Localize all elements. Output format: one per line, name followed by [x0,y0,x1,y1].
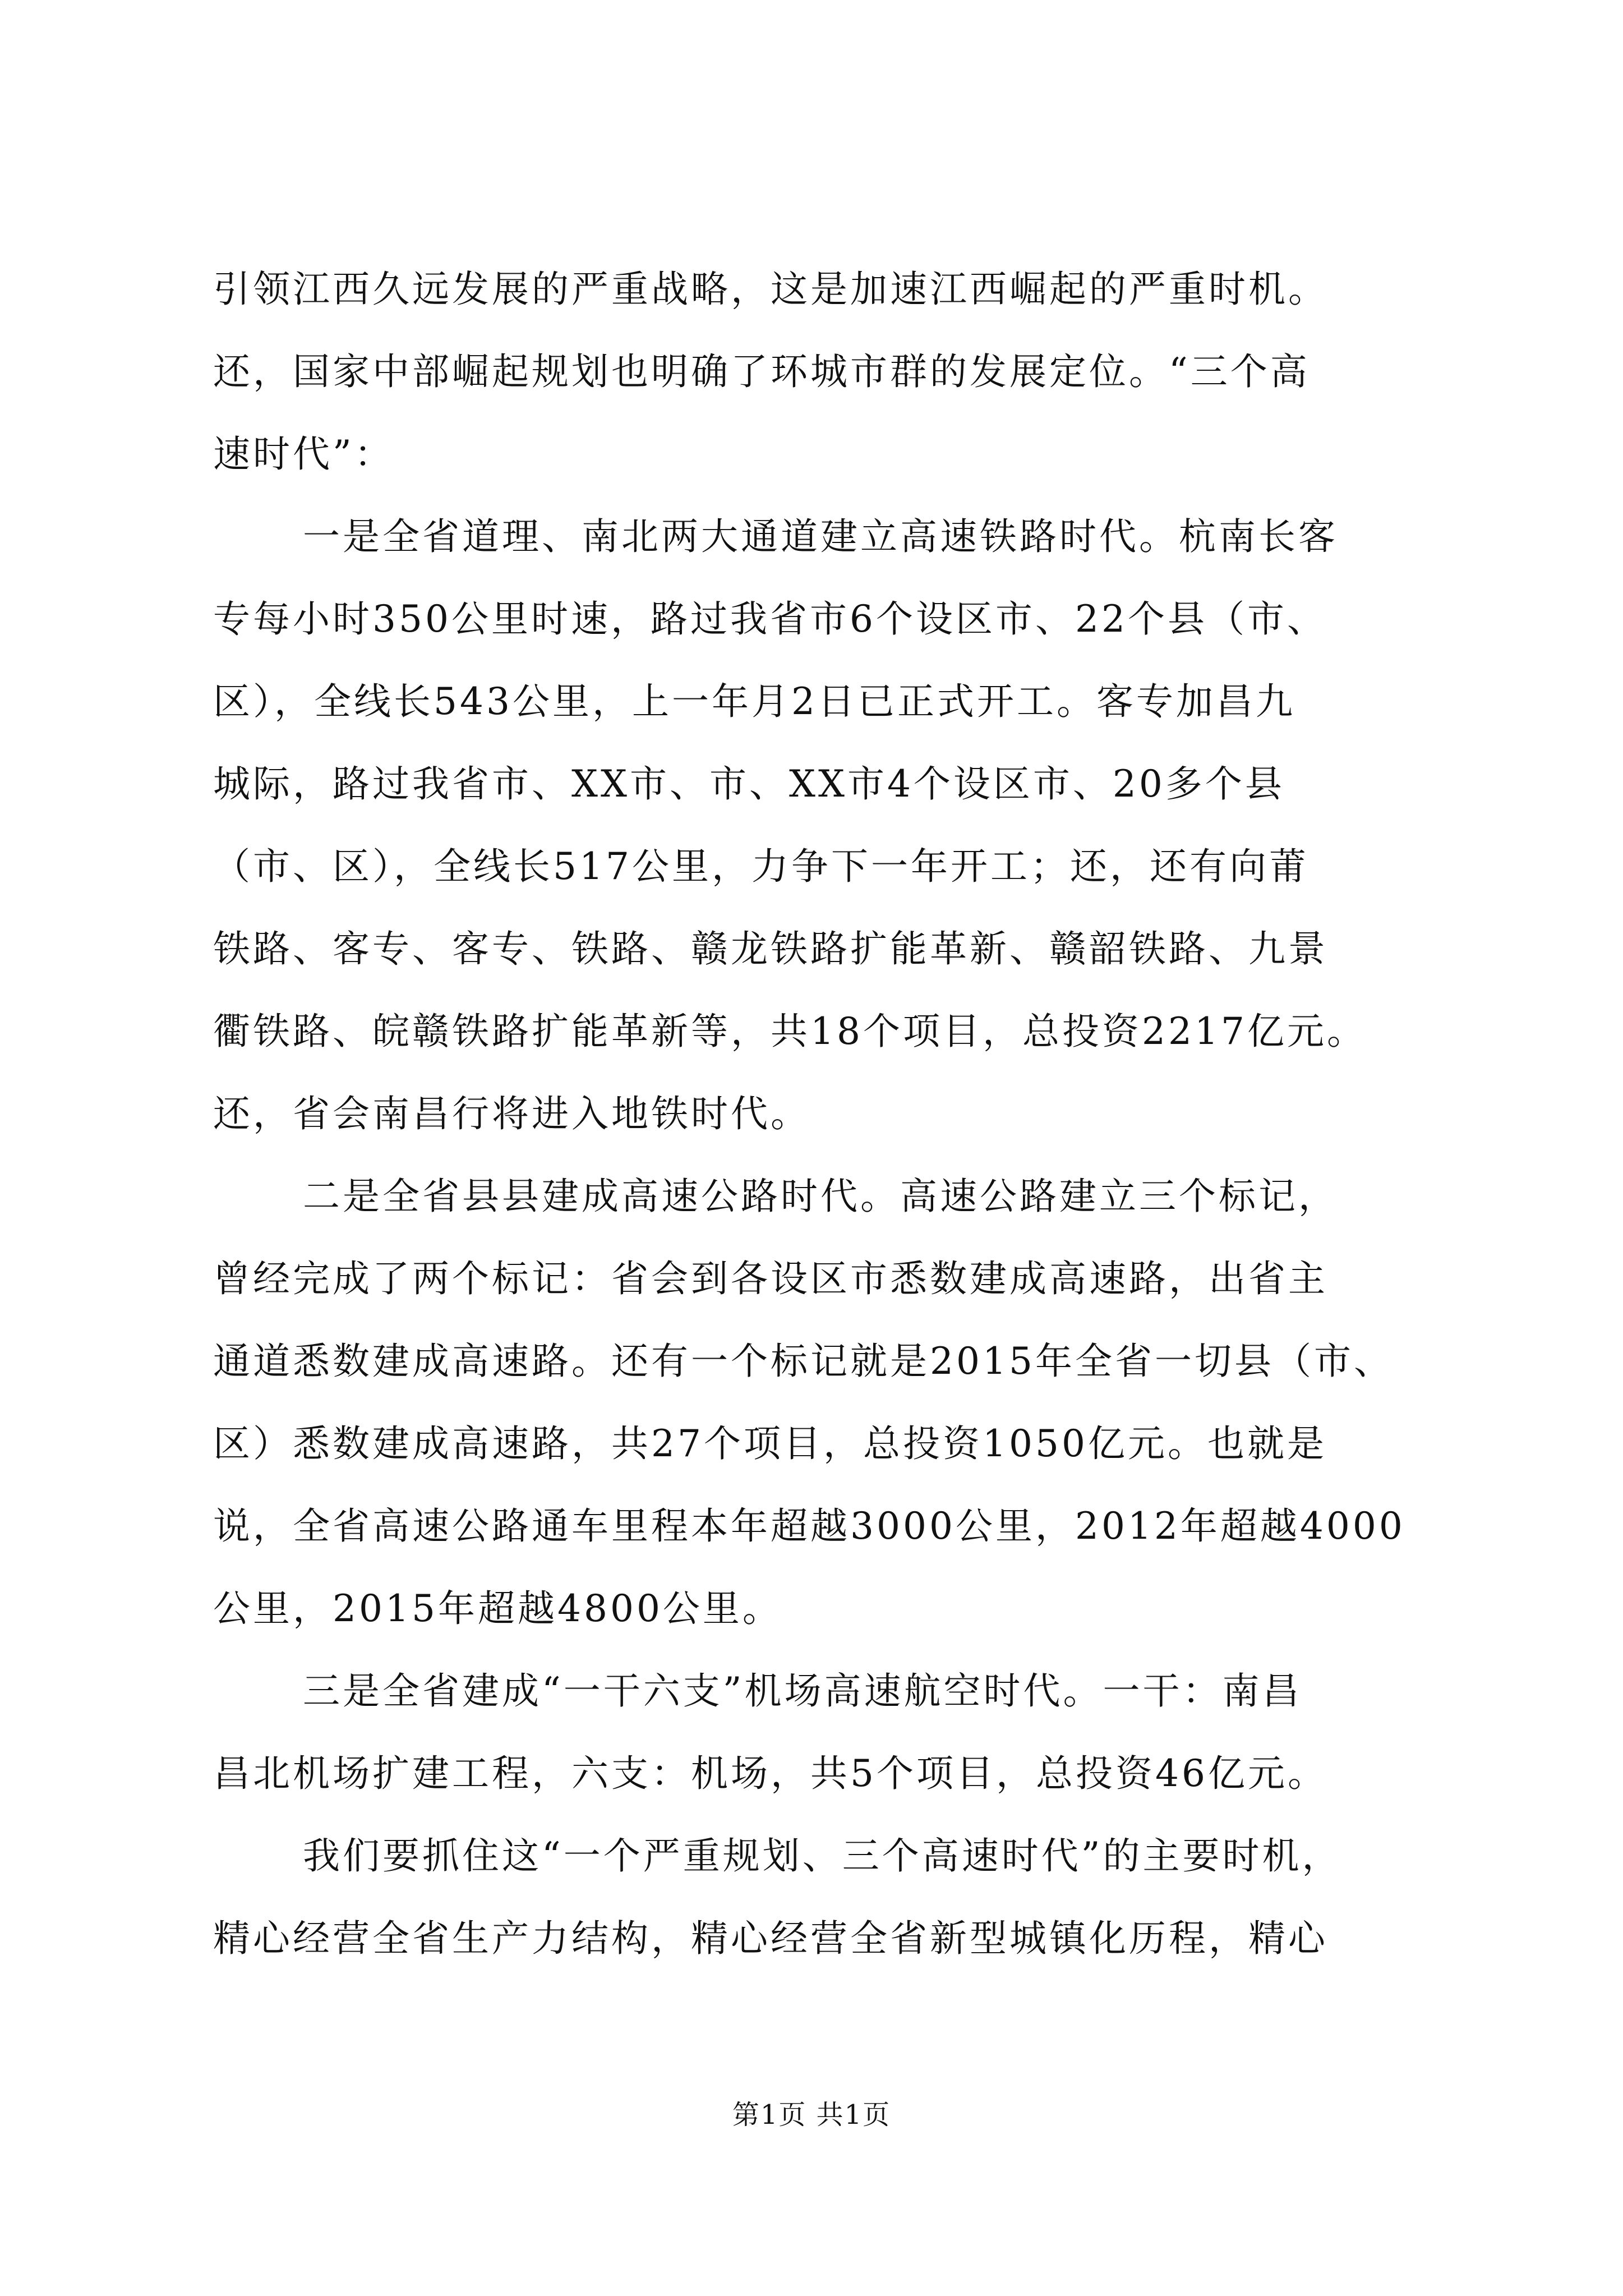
paragraph-first-line: 我们要抓住这“一个严重规划、三个高速时代”的主要时机， [303,1834,1342,1878]
paragraph-first-line: 二是全省县县建成高速公路时代。高速公路建立三个标记， [303,1175,1338,1218]
text-line: 城际，路过我省市、XX市、市、XX市4个设区市、20多个县 [213,762,1285,806]
text-line: （市、区），全线长517公里，力争下一年开工；还，还有向莆 [213,845,1309,888]
body-text [213,248,1419,1980]
text-line: 区），全线长543公里，上一年月2日已正式开工。客专加昌九 [213,680,1295,723]
text-line: 引领江西久远发展的严重战略，这是加速江西崛起的严重时机。 [213,268,1328,311]
text-line: 铁路、客专、客专、铁路、赣龙铁路扩能革新、赣韶铁路、九景 [213,927,1328,970]
text-line: 公里，2015年超越4800公里。 [213,1587,782,1630]
text-line: 专每小时350公里时速，路过我省市6个设区市、22个县（市、 [213,597,1327,641]
text-line: 还，国家中部崛起规划也明确了环城市群的发展定位。“三个高 [213,350,1310,393]
text-line: 还，省会南昌行将进入地铁时代。 [213,1092,810,1135]
text-line: 区）悉数建成高速路，共27个项目，总投资1050亿元。也就是 [213,1422,1327,1465]
paragraph-first-line: 一是全省道理、南北两大通道建立高速铁路时代。杭南长客 [303,515,1338,558]
text-line: 通道悉数建成高速路。还有一个标记就是2015年全省一切县（市、 [213,1340,1394,1383]
text-line: 精心经营全省生产力结构，精心经营全省新型城镇化历程，精心 [213,1917,1328,1960]
text-line: 速时代”： [213,432,394,476]
paragraph-first-line: 三是全省建成“一干六支”机场高速航空时代。一干：南昌 [303,1669,1302,1713]
text-line: 昌北机场扩建工程，六支：机场，共5个项目，总投资46亿元。 [213,1752,1327,1795]
text-line: 曾经完成了两个标记：省会到各设区市悉数建成高速路，出省主 [213,1257,1328,1300]
text-line: 衢铁路、皖赣铁路扩能革新等，共18个项目，总投资2217亿元。 [213,1010,1367,1053]
text-line: 说，全省高速公路通车里程本年超越3000公里，2012年超越4000 [213,1504,1405,1548]
page-footer: 第1页 共1页 [732,2099,891,2131]
